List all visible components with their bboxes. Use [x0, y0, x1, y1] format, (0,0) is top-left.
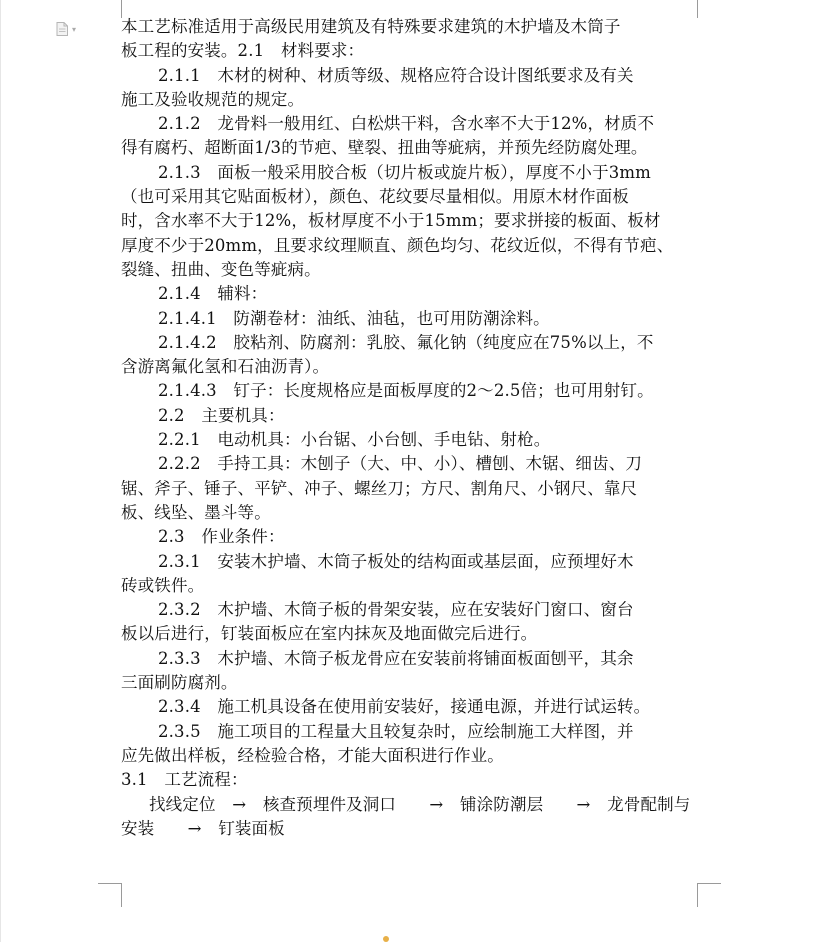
process-flow-line: 安装 → 钉装面板 [121, 818, 285, 838]
text-line: 三面刷防腐剂。 [121, 673, 238, 693]
crop-mark-bottom-right-v [697, 883, 698, 907]
text-line: 2.1.2 龙骨料一般用红、白松烘干料，含水率不大于12%，材质不 [158, 114, 655, 134]
document-icon[interactable] [56, 22, 68, 36]
text-line: 得有腐朽、超断面1/3的节疤、壁裂、扭曲等疵病，并预先经防腐处理。 [121, 138, 648, 158]
text-line: 2.1.4.1 防潮卷材：油纸、油毡，也可用防潮涂料。 [158, 308, 550, 328]
text-line: 2.3 作业条件： [158, 527, 285, 547]
text-line: 板以后进行，钉装面板应在室内抹灰及地面做完后进行。 [121, 624, 538, 644]
text-line: 施工及验收规范的规定。 [121, 89, 305, 109]
text-line: 厚度不少于20mm，且要求纹理顺直、颜色均匀、花纹近似，不得有节疤、 [121, 235, 674, 255]
text-line: 砖或铁件。 [121, 575, 205, 595]
text-line: 2.1.4.3 钉子：长度规格应是面板厚度的2～2.5倍；也可用射钉。 [158, 381, 654, 401]
text-line: 2.1.3 面板一般采用胶合板（切片板或旋片板），厚度不小于3mm [158, 162, 651, 182]
crop-mark-bottom-left-h [98, 883, 122, 884]
text-line: 2.2 主要机具： [158, 405, 285, 425]
document-body [121, 15, 699, 841]
text-line: 2.3.3 木护墙、木筒子板龙骨应在安装前将铺面板面刨平，其余 [158, 648, 634, 668]
text-line: 2.3.5 施工项目的工程量大且较复杂时，应绘制施工大样图，并 [158, 721, 634, 741]
section-heading: 3.1 工艺流程： [121, 770, 248, 790]
text-line: 2.1.4 辅料： [158, 284, 268, 304]
process-flow-line: 找线定位 → 核查预埋件及洞口 → 铺涂防潮层 → 龙骨配制与 [149, 794, 691, 814]
text-line: 2.2.2 手持工具：木刨子（大、中、小）、槽刨、木锯、细齿、刀 [158, 454, 643, 474]
text-line: 2.3.2 木护墙、木筒子板的骨架安装，应在安装好门窗口、窗台 [158, 600, 634, 620]
text-line: 本工艺标准适用于高级民用建筑及有特殊要求建筑的木护墙及木筒子 [121, 17, 621, 36]
text-line: 板、线坠、墨斗等。 [121, 502, 271, 522]
text-line: 2.1.1 木材的树种、材质等级、规格应符合设计图纸要求及有关 [158, 65, 634, 85]
text-line: （也可采用其它贴面板材），颜色、花纹要尽量相似。用原木材作面板 [121, 187, 629, 207]
text-line: 板工程的安装。2.1 材料要求： [121, 41, 365, 61]
text-line: 应先做出样板，经检验合格，才能大面积进行作业。 [121, 745, 504, 765]
text-line: 2.1.4.2 胶粘剂、防腐剂：乳胶、氟化钠（纯度应在75%以上，不 [158, 332, 654, 352]
text-line: 裂缝、扭曲、变色等疵病。 [121, 259, 321, 279]
text-line: 锯、斧子、锤子、平铲、冲子、螺丝刀；方尺、割角尺、小钢尺、靠尺 [121, 478, 638, 498]
text-line: 时，含水率不大于12%，板材厚度不小于15mm；要求拼接的板面、板材 [121, 211, 661, 231]
text-line: 2.3.1 安装木护墙、木筒子板处的结构面或基层面，应预埋好木 [158, 551, 634, 571]
crop-mark-bottom-left-v [121, 883, 122, 907]
caret-down-icon[interactable]: ▾ [72, 25, 77, 34]
text-line: 2.2.1 电动机具：小台锯、小台刨、手电钻、射枪。 [158, 430, 551, 450]
page-indicator-dot [383, 936, 389, 942]
text-line: 含游离氟化氢和石油沥青）。 [121, 357, 330, 377]
text-line: 2.3.4 施工机具设备在使用前安装好，接通电源，并进行试运转。 [158, 697, 651, 717]
crop-mark-bottom-right-h [697, 883, 721, 884]
page-edge [0, 0, 1, 942]
